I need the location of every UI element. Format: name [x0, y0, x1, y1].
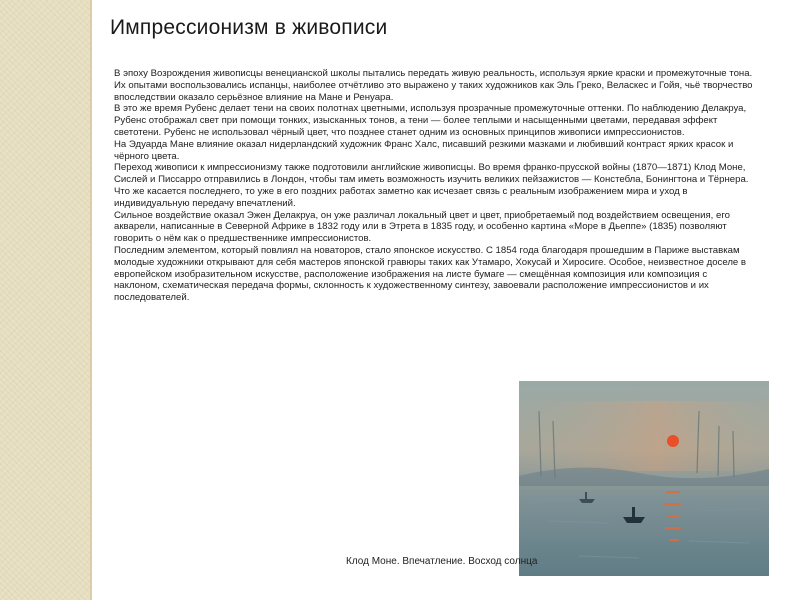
paragraph-japanese-art: Последним элементом, который повлиял на новаторов, стало японское искусство. С 1854 года благодаря прошедшим в Париже выставкам молодые художники открывают для себя мастеров японской гравюры таких как Утамаро, Хокусай и Хиросиге. Особое, неизвестное доселе в европейском изобразительном искусстве, расположение изображения на листе бумаге — смещённая композиция или композиция с наклоном, схематическая передача формы, склонность к художественному синтезу, завоевали расположение импрессионистов и их последователей.	[114, 244, 747, 304]
slide-title: Импрессионизм в живописи	[110, 16, 388, 39]
body-text	[114, 68, 754, 304]
painting-impression-sunrise	[519, 381, 769, 576]
decorative-side-strip	[0, 0, 92, 600]
painting-caption: Клод Моне. Впечатление. Восход солнца	[346, 556, 538, 567]
paragraph-rubens: В это же время Рубенс делает тени на своих полотнах цветными, используя прозрачные промежуточные оттенки. По наблюдению Делакруа, Рубенс отображал свет при помощи тонких, изысканных тонов, а тени — более теплыми и насыщенными цветами, передавая эффект светотени. Рубенс не использовал чёрный цвет, что позднее станет одним из основных принципов живописи импрессионистов.	[114, 103, 747, 138]
paragraph-renaissance: В эпоху Возрождения живописцы венецианской школы пытались передать живую реальность, используя яркие краски и промежуточные тона. Их опытами воспользовались испанцы, наиболее отчётливо это выражено у таких художников как Эль Греко, Веласкес и Гойя, чьё творчество впоследствии оказало серьёзное влияние на Мане и Ренуара.	[114, 68, 753, 103]
paragraph-delacroix: Сильное воздействие оказал Эжен Делакруа, он уже различал локальный цвет и цвет, приобретаемый под воздействием освещения, его акварели, написанные в Северной Африке в 1832 году или в Этрета в 1835 году, и особенно картина «Море в Дьеппе» (1835) позволяют говорить о нём как о предшественнике импрессионистов.	[114, 209, 730, 245]
paragraph-hals: На Эдуарда Мане влияние оказал нидерландский художник Франс Халс, писавший резкими мазками и любивший контраст ярких красок и чёрного цвета.	[114, 138, 734, 162]
painting-image	[519, 381, 769, 576]
paragraph-english-painters: Переход живописи к импрессионизму также подготовили английские живописцы. Во время франко-прусской войны (1870—1871) Клод Моне, Сислей и Писсарро отправились в Лондон, чтобы там иметь возможность изучить великих пейзажистов — Констебла, Бонингтона и Тёрнера. Что же касается последнего, то уже в его поздних работах заметно как исчезает связь с реальным изображением мира и уход в индивидуальную передачу впечатлений.	[114, 162, 749, 209]
